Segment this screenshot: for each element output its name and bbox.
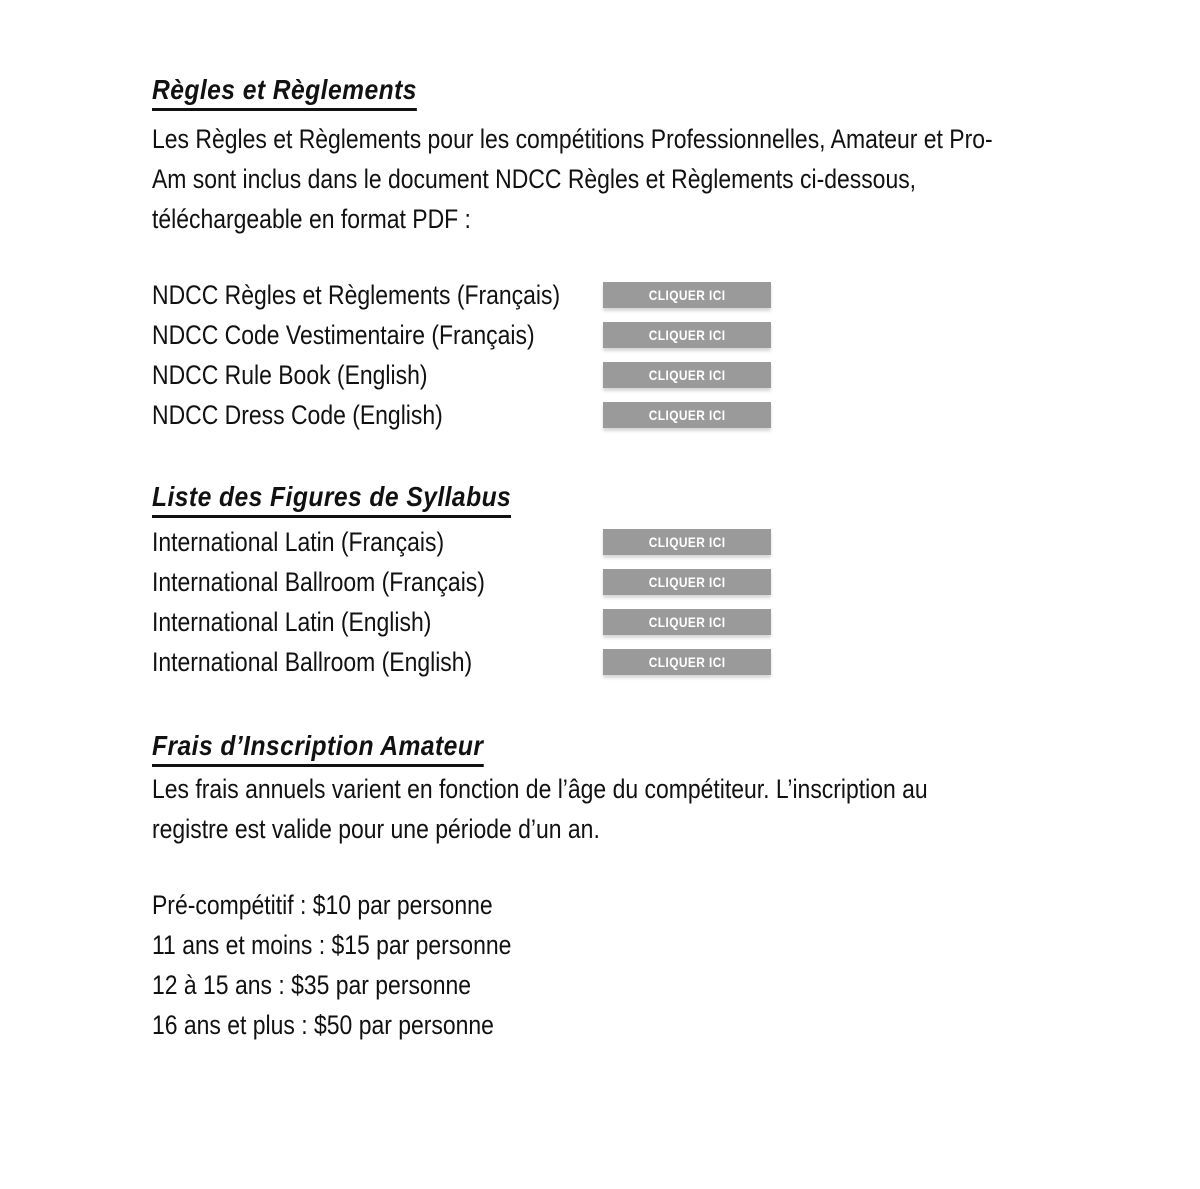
cliquer-ici-button-label: CLIQUER ICI (648, 327, 726, 343)
download-row (152, 562, 1200, 602)
cliquer-ici-button[interactable] (603, 649, 771, 675)
section-rules (152, 76, 1200, 111)
download-item-label: International Latin (English) (152, 607, 432, 637)
cliquer-ici-button[interactable] (603, 529, 771, 555)
fees-intro-line-2: registre est valide pour une période d’un an. (152, 814, 600, 844)
download-row (152, 602, 1200, 642)
download-row (152, 275, 1200, 315)
download-item-label: International Ballroom (English) (152, 647, 473, 677)
cliquer-ici-button[interactable] (603, 569, 771, 595)
section-title-rules: Règles et Règlements (152, 76, 417, 111)
fee-line-11-et-moins: 11 ans et moins : $15 par personne (152, 930, 512, 960)
section-syllabus (152, 483, 1200, 518)
download-item-label: International Ballroom (Français) (152, 567, 485, 597)
cliquer-ici-button-label: CLIQUER ICI (648, 614, 726, 630)
download-row (152, 315, 1200, 355)
download-item-label: NDCC Dress Code (English) (152, 400, 443, 430)
download-item-label: NDCC Rule Book (English) (152, 360, 428, 390)
cliquer-ici-button[interactable] (603, 609, 771, 635)
fee-line-12-a-15: 12 à 15 ans : $35 par personne (152, 970, 472, 1000)
download-row (152, 522, 1200, 562)
download-item-label: International Latin (Français) (152, 527, 445, 557)
cliquer-ici-button[interactable] (603, 402, 771, 428)
cliquer-ici-button-label: CLIQUER ICI (648, 654, 726, 670)
fee-line-16-et-plus: 16 ans et plus : $50 par personne (152, 1010, 494, 1040)
cliquer-ici-button-label: CLIQUER ICI (648, 574, 726, 590)
rules-download-list (152, 275, 1200, 435)
cliquer-ici-button[interactable] (603, 282, 771, 308)
rules-intro (152, 119, 1200, 239)
rules-intro-line-1: Les Règles et Règlements pour les compétitions Professionnelles, Amateur et Pro- (152, 124, 993, 154)
section-title-fees: Frais d’Inscription Amateur (152, 732, 483, 767)
download-item-label: NDCC Règles et Règlements (Français) (152, 280, 561, 310)
fees-intro (152, 769, 1200, 849)
section-title-syllabus: Liste des Figures de Syllabus (152, 483, 511, 518)
download-row (152, 395, 1200, 435)
fees-intro-line-1: Les frais annuels varient en fonction de l’âge du compétiteur. L’inscription au (152, 774, 928, 804)
fees-list (152, 885, 1200, 1045)
download-row (152, 642, 1200, 682)
rules-intro-line-3: téléchargeable en format PDF : (152, 204, 471, 234)
download-item-label: NDCC Code Vestimentaire (Français) (152, 320, 535, 350)
syllabus-download-list (152, 522, 1200, 682)
cliquer-ici-button-label: CLIQUER ICI (648, 407, 726, 423)
cliquer-ici-button-label: CLIQUER ICI (648, 287, 726, 303)
rules-intro-line-2: Am sont inclus dans le document NDCC Règles et Règlements ci-dessous, (152, 164, 917, 194)
cliquer-ici-button[interactable] (603, 362, 771, 388)
section-fees (152, 732, 1200, 767)
cliquer-ici-button-label: CLIQUER ICI (648, 534, 726, 550)
cliquer-ici-button-label: CLIQUER ICI (648, 367, 726, 383)
fee-line-precompetitif: Pré-compétitif : $10 par personne (152, 890, 493, 920)
cliquer-ici-button[interactable] (603, 322, 771, 348)
download-row (152, 355, 1200, 395)
